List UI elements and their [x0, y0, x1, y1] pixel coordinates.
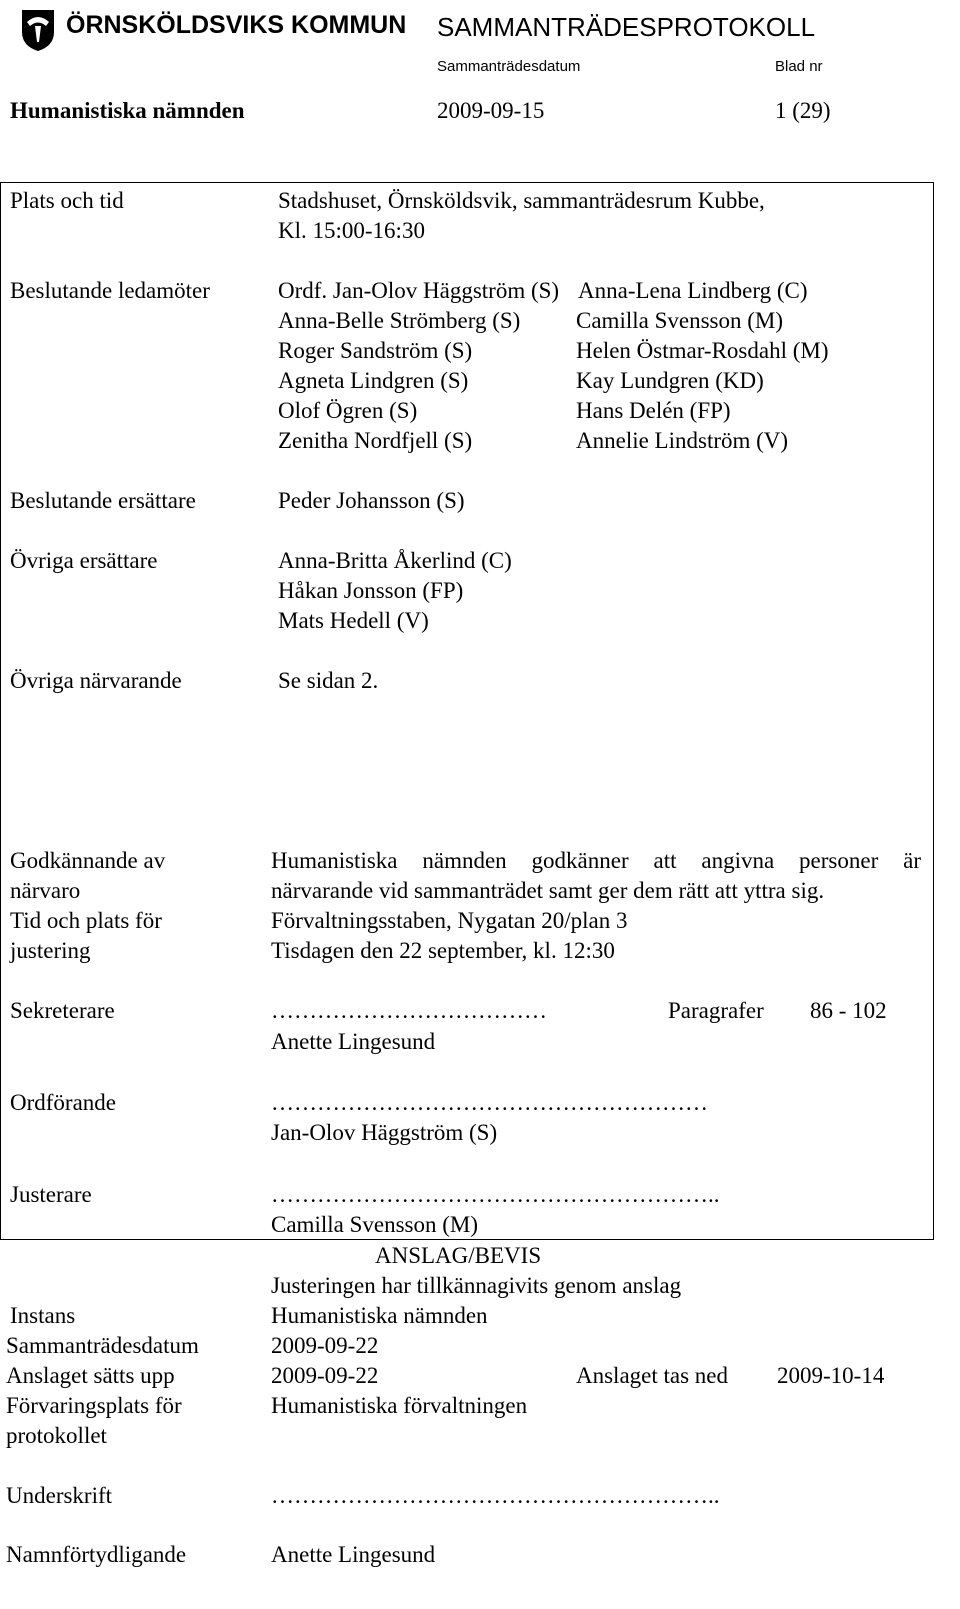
approval-text-1: Humanistiska nämnden godkänner att angivna personer är — [271, 848, 921, 873]
other-sub-2: Håkan Jonsson (FP) — [278, 578, 464, 603]
chair-name: Jan-Olov Häggström (S) — [271, 1120, 498, 1145]
posted-value: 2009-09-22 — [271, 1363, 379, 1388]
chair-label: Ordförande — [10, 1090, 117, 1115]
notice-subtitle: Justeringen har tillkännagivits genom anslag — [271, 1273, 682, 1298]
members-label: Beslutande ledamöter — [10, 278, 210, 303]
member-left-3: Roger Sandström (S) — [278, 338, 473, 363]
approval-text-2: närvarande vid sammanträdet samt ger dem rätt att yttra sig. — [271, 878, 825, 903]
storage-value: Humanistiska förvaltningen — [271, 1393, 528, 1418]
adjuster-signature-line: ………………………………………………….. — [271, 1182, 720, 1207]
meeting-date: 2009-09-15 — [437, 98, 545, 123]
place-label: Plats och tid — [10, 188, 124, 213]
paragraphs-label: Paragrafer — [668, 998, 764, 1023]
secretary-signature-line: ……………………………… — [271, 998, 547, 1023]
notice-date-label: Sammanträdesdatum — [6, 1333, 199, 1358]
adjust-label-2: justering — [10, 938, 91, 963]
secretary-name: Anette Lingesund — [271, 1029, 436, 1054]
box-top-border — [0, 182, 934, 183]
member-right-2: Camilla Svensson (M) — [576, 308, 783, 333]
other-sub-3: Mats Hedell (V) — [278, 608, 429, 633]
substitutes-label: Beslutande ersättare — [10, 488, 196, 513]
member-left-2: Anna-Belle Strömberg (S) — [278, 308, 521, 333]
others-value: Se sidan 2. — [278, 668, 379, 693]
member-left-5: Olof Ögren (S) — [278, 398, 418, 423]
approval-label-2: närvaro — [10, 878, 81, 903]
page-caption: Blad nr — [775, 58, 823, 75]
board-name: Humanistiska nämnden — [10, 98, 245, 123]
box-left-border — [0, 182, 1, 1240]
posted-label: Anslaget sätts upp — [6, 1363, 175, 1388]
member-right-3: Helen Östmar-Rosdahl (M) — [576, 338, 829, 363]
member-left-6: Zenitha Nordfjell (S) — [278, 428, 473, 453]
substitute-name: Peder Johansson (S) — [278, 488, 465, 513]
approval-label-1: Godkännande av — [10, 848, 166, 873]
notice-title: ANSLAG/BEVIS — [375, 1243, 542, 1268]
member-right-1: Anna-Lena Lindberg (C) — [578, 278, 808, 303]
others-label: Övriga närvarande — [10, 668, 182, 693]
removed-label: Anslaget tas ned — [576, 1363, 729, 1388]
name-clarification-value: Anette Lingesund — [271, 1542, 436, 1567]
adjuster-name: Camilla Svensson (M) — [271, 1212, 478, 1237]
adjuster-label: Justerare — [10, 1182, 92, 1207]
member-right-5: Hans Delén (FP) — [576, 398, 731, 423]
date-caption: Sammanträdesdatum — [437, 58, 581, 75]
chair-signature-line: ………………………………………………… — [271, 1090, 708, 1115]
member-right-4: Kay Lundgren (KD) — [576, 368, 764, 393]
instance-value: Humanistiska nämnden — [271, 1303, 488, 1328]
paragraphs-value: 86 - 102 — [810, 998, 887, 1023]
municipality-name: ÖRNSKÖLDSVIKS KOMMUN — [66, 11, 407, 39]
name-clarification-label: Namnförtydligande — [6, 1542, 187, 1567]
place-line-2: Kl. 15:00-16:30 — [278, 218, 425, 243]
municipality-logo-icon — [18, 8, 58, 52]
adjust-place: Förvaltningsstaben, Nygatan 20/plan 3 — [271, 908, 628, 933]
doc-type: SAMMANTRÄDESPROTOKOLL — [437, 12, 816, 42]
adjust-time: Tisdagen den 22 september, kl. 12:30 — [271, 938, 615, 963]
secretary-label: Sekreterare — [10, 998, 115, 1023]
member-right-6: Annelie Lindström (V) — [576, 428, 789, 453]
instance-label: Instans — [10, 1303, 76, 1328]
place-line-1: Stadshuset, Örnsköldsvik, sammanträdesrum Kubbe, — [278, 188, 765, 213]
removed-value: 2009-10-14 — [777, 1363, 885, 1388]
other-sub-1: Anna-Britta Åkerlind (C) — [278, 548, 512, 573]
box-right-border — [933, 182, 934, 1240]
notice-date-value: 2009-09-22 — [271, 1333, 379, 1358]
member-left-1: Ordf. Jan-Olov Häggström (S) — [278, 278, 560, 303]
adjust-label-1: Tid och plats för — [10, 908, 162, 933]
signature-line: ………………………………………………….. — [271, 1483, 720, 1508]
storage-label-2: protokollet — [6, 1423, 107, 1448]
signature-label: Underskrift — [6, 1483, 113, 1508]
page-number: 1 (29) — [775, 98, 831, 123]
storage-label-1: Förvaringsplats för — [6, 1393, 182, 1418]
other-subs-label: Övriga ersättare — [10, 548, 158, 573]
member-left-4: Agneta Lindgren (S) — [278, 368, 469, 393]
